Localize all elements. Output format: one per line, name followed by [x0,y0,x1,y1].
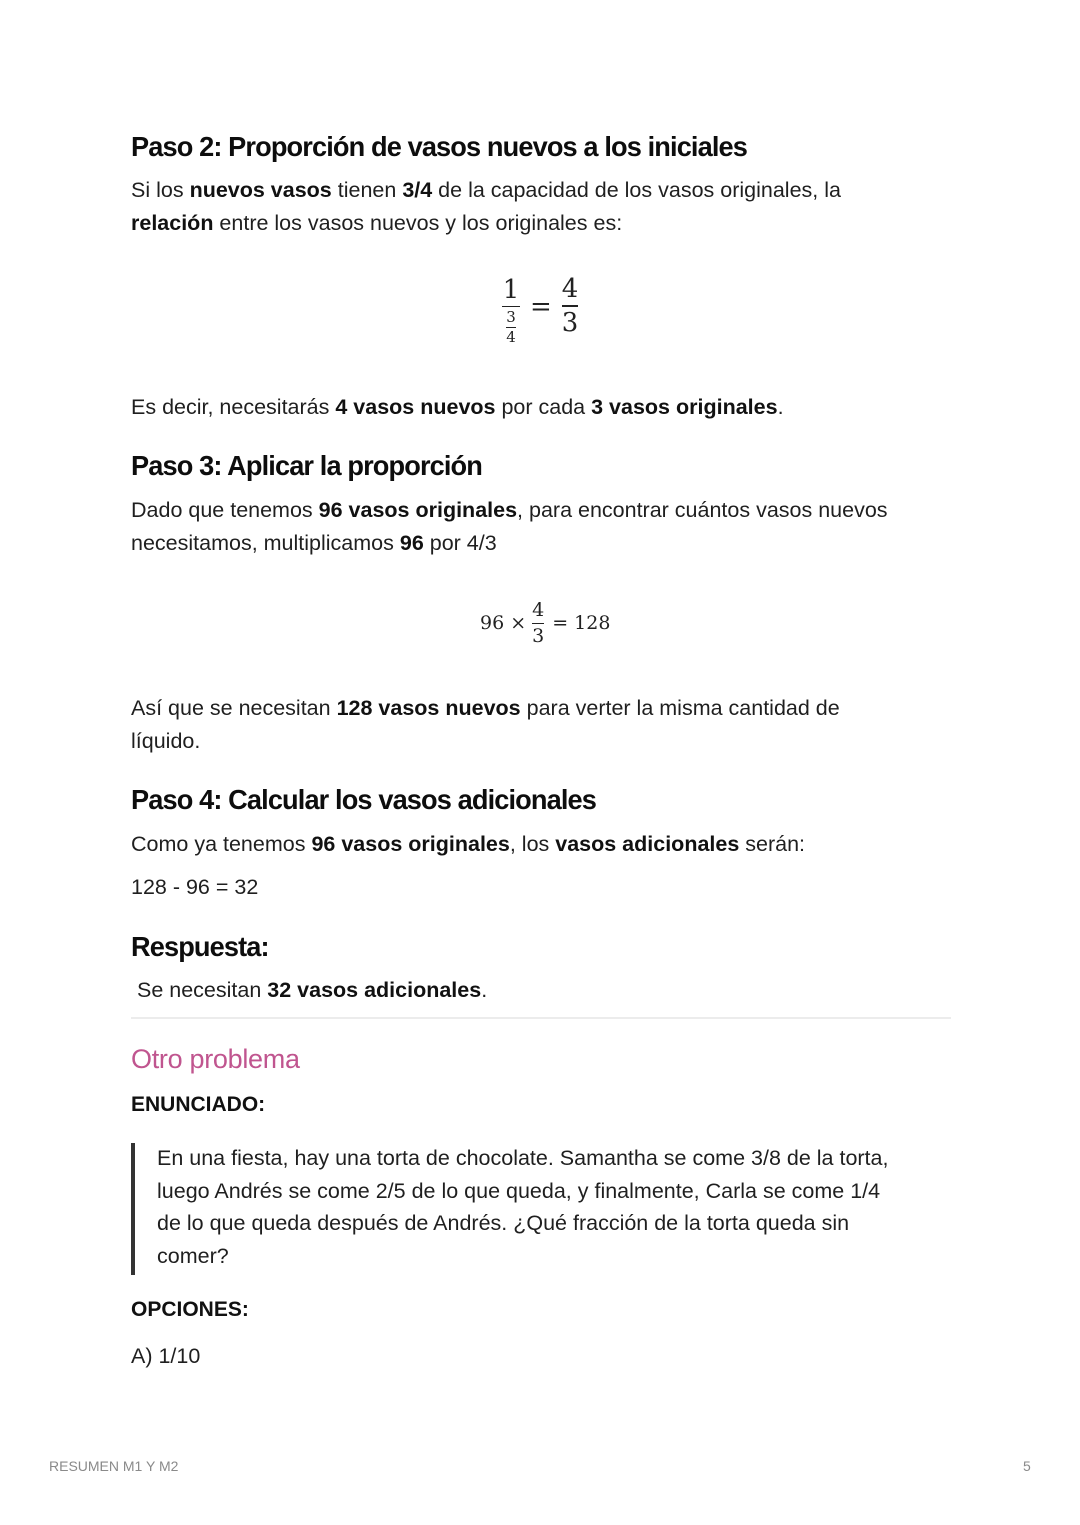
text: Así que se necesitan [131,696,337,720]
options-label: OPCIONES: [131,1298,249,1321]
bold-text: 4 vasos nuevos [335,395,496,419]
numerator: 1 [502,274,520,305]
step3-conclusion-line1 [131,692,840,725]
blockquote-line: luego Andrés se come 2/5 de lo que queda, y finalmente, Carla se come 1/4 [157,1178,881,1203]
step2-heading: Paso 2: Proporción de vasos nuevos a los iniciales [131,131,747,162]
text: para verter la misma cantidad de [520,696,840,720]
step4-paragraph [131,828,805,861]
numerator: 4 [561,274,579,304]
problem-statement-blockquote [131,1143,955,1275]
section-divider [131,1017,951,1019]
text: Dado que tenemos [131,498,319,522]
step2-equation [502,276,578,346]
inner-fraction [506,310,516,345]
statement-label: ENUNCIADO: [131,1093,266,1116]
blockquote-line: En una fiesta, hay una torta de chocolate. Samantha se come 3/8 de la torta, [157,1146,889,1170]
numerator: 4 [532,599,545,621]
complex-fraction [502,274,520,346]
blockquote-line: comer? [157,1243,229,1268]
step3-paragraph-line2 [131,527,497,560]
result: = 128 [552,611,611,634]
step2-paragraph-line1 [131,174,841,207]
blockquote-line: de lo que queda después de Andrés. ¿Qué fracción de la torta queda sin [157,1211,850,1235]
text: Como ya tenemos [131,832,312,856]
blockquote-text [157,1142,957,1272]
text: Es decir, necesitarás [131,395,336,419]
heading-text: Respuesta [131,931,261,962]
fraction-bar [502,306,520,308]
next-problem-heading: Otro problema [131,1044,300,1074]
times-sign: × [510,611,527,634]
text: Se necesitan [131,978,268,1002]
bold-text: vasos adicionales [555,832,740,856]
fraction-bar [562,305,579,307]
text: . [777,395,784,419]
text: entre los vasos nuevos y los originales es: [213,211,623,235]
page-number: 5 [1023,1458,1031,1474]
result-fraction [562,276,579,336]
answer-heading [131,930,269,964]
fraction-bar [532,623,544,624]
option-a: A) 1/10 [131,1344,201,1368]
text: Si los [131,178,190,202]
text: de la capacidad de los vasos originales, la [432,178,841,202]
bold-text: 128 vasos nuevos [336,696,521,720]
equals-sign: = [530,291,552,322]
text: , los [509,832,556,856]
step2-paragraph-line2 [131,207,622,240]
bold-text: relación [131,211,214,235]
heading-colon: : [260,931,269,962]
text: , para encontrar cuántos vasos nuevos [517,498,888,522]
numerator: 3 [506,308,516,326]
operand: 96 [480,611,505,634]
text: por cada [495,395,592,419]
bold-text: 96 vasos originales [311,832,510,856]
denominator: 3 [561,307,579,338]
text: por 4/3 [423,531,497,555]
step3-heading: Paso 3: Aplicar la proporción [131,450,482,481]
bold-text: 3 vasos originales [591,395,778,419]
step3-paragraph-line1 [131,494,888,527]
bold-text: nuevos vasos [189,178,332,202]
footer-title: RESUMEN M1 Y M2 [49,1458,179,1474]
text: . [481,978,488,1002]
step4-heading: Paso 4: Calcular los vasos adicionales [131,784,596,815]
step2-conclusion [131,391,784,424]
denominator: 3 [532,625,545,647]
answer-text [131,974,487,1007]
text: tienen [331,178,403,202]
fraction [532,601,544,646]
step3-equation [480,599,610,646]
bold-text: 32 vasos adicionales [267,978,482,1002]
denominator: 4 [506,328,516,346]
step4-calculation: 128 - 96 = 32 [131,875,259,899]
text: serán: [739,832,806,856]
step3-conclusion-line2: líquido. [131,729,201,753]
bold-text: 96 vasos originales [318,498,518,522]
bold-text: 96 [399,531,424,555]
text: necesitamos, multiplicamos [131,531,400,555]
bold-text: 3/4 [402,178,433,202]
